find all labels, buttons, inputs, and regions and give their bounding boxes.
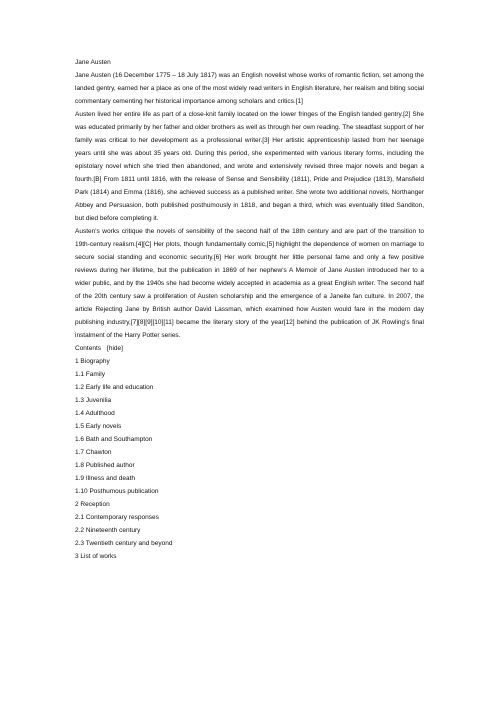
- toc-item-adulthood[interactable]: 1.4 Adulthood: [75, 410, 115, 417]
- paragraph-life: Austen lived her entire life as part of a close-knit family located on the lower fringes of the English landed gentry.[2] She was educated primarily by her father and older brothers as well as through her own reading. The steadfast support of her family was critical to her development as a professional writer.[3] Her artistic apprenticeship lasted from her teenage years until she was about 35 years old. During this period, she experimented with various literary forms, including the epistolary novel which she tried then abandoned, and wrote and extensively revised three major novels and began a fourth.[B] From 1811 until 1816, with the release of Sense and Sensibility (1811), Pride and Prejudice (1813), Mansfield Park (1814) and Emma (1816), she achieved success as a published writer. She wrote two additional novels, Northanger Abbey and Persuasion, both published posthumously in 1818, and began a third, which was eventually titled Sanditon, but died before completing it.: [75, 111, 424, 222]
- hide-contents-link[interactable]: [hide]: [107, 345, 123, 352]
- toc-item-biography[interactable]: 1 Biography: [75, 358, 110, 365]
- document-title: Jane Austen: [75, 59, 111, 66]
- toc-item-published-author[interactable]: 1.8 Published author: [75, 462, 135, 469]
- toc-item-early-novels[interactable]: 1.5 Early novels: [75, 423, 122, 430]
- toc-item-reception[interactable]: 2 Reception: [75, 501, 110, 508]
- contents-header: [75, 342, 424, 355]
- document-page: [75, 56, 424, 563]
- toc-item-juvenilia[interactable]: 1.3 Juvenilia: [75, 397, 112, 404]
- toc-item-list-of-works[interactable]: 3 List of works: [75, 553, 117, 560]
- toc-item-twentieth[interactable]: 2.3 Twentieth century and beyond: [75, 540, 173, 547]
- paragraph-works: Austen's works critique the novels of sensibility of the second half of the 18th century and are part of the transition to 19th-century realism.[4][C] Her plots, though fundamentally comic,[5] highlight the dependence of women on marriage to secure social standing and economic security.[6] Her work brought her little personal fame and only a few positive reviews during her lifetime, but the publication in 1869 of her nephew's A Memoir of Jane Austen introduced her to a wider public, and by the 1940s she had become widely accepted in academia as a great English writer. The second half of the 20th century saw a proliferation of Austen scholarship and the emergence of a Janeite fan culture. In 2007, the article Rejecting Jane by British author David Lassman, which examined how Austen would fare in the modern day publishing industry,[7][8][9][10][11] became the literary story of the year[12] behind the publication of JK Rowling's final instalment of the Harry Potter series.: [75, 228, 424, 339]
- toc-item-posthumous[interactable]: 1.10 Posthumous publication: [75, 488, 159, 495]
- toc-item-chawton[interactable]: 1.7 Chawton: [75, 449, 112, 456]
- toc-item-illness-death[interactable]: 1.9 Illness and death: [75, 475, 135, 482]
- toc-item-early-life[interactable]: 1.2 Early life and education: [75, 384, 154, 391]
- toc-item-nineteenth[interactable]: 2.2 Nineteenth century: [75, 527, 141, 534]
- toc-item-contemporary[interactable]: 2.1 Contemporary responses: [75, 514, 159, 521]
- toc-item-bath-southampton[interactable]: 1.6 Bath and Southampton: [75, 436, 153, 443]
- table-of-contents: [75, 355, 424, 563]
- paragraph-intro: Jane Austen (16 December 1775 – 18 July 1817) was an English novelist whose works of romantic fiction, set among the landed gentry, earned her a place as one of the most widely read writers in English literature, her realism and biting social commentary cementing her historical importance among scholars and critics.[1]: [75, 72, 424, 105]
- toc-item-family[interactable]: 1.1 Family: [75, 371, 105, 378]
- contents-label: Contents: [75, 345, 102, 352]
